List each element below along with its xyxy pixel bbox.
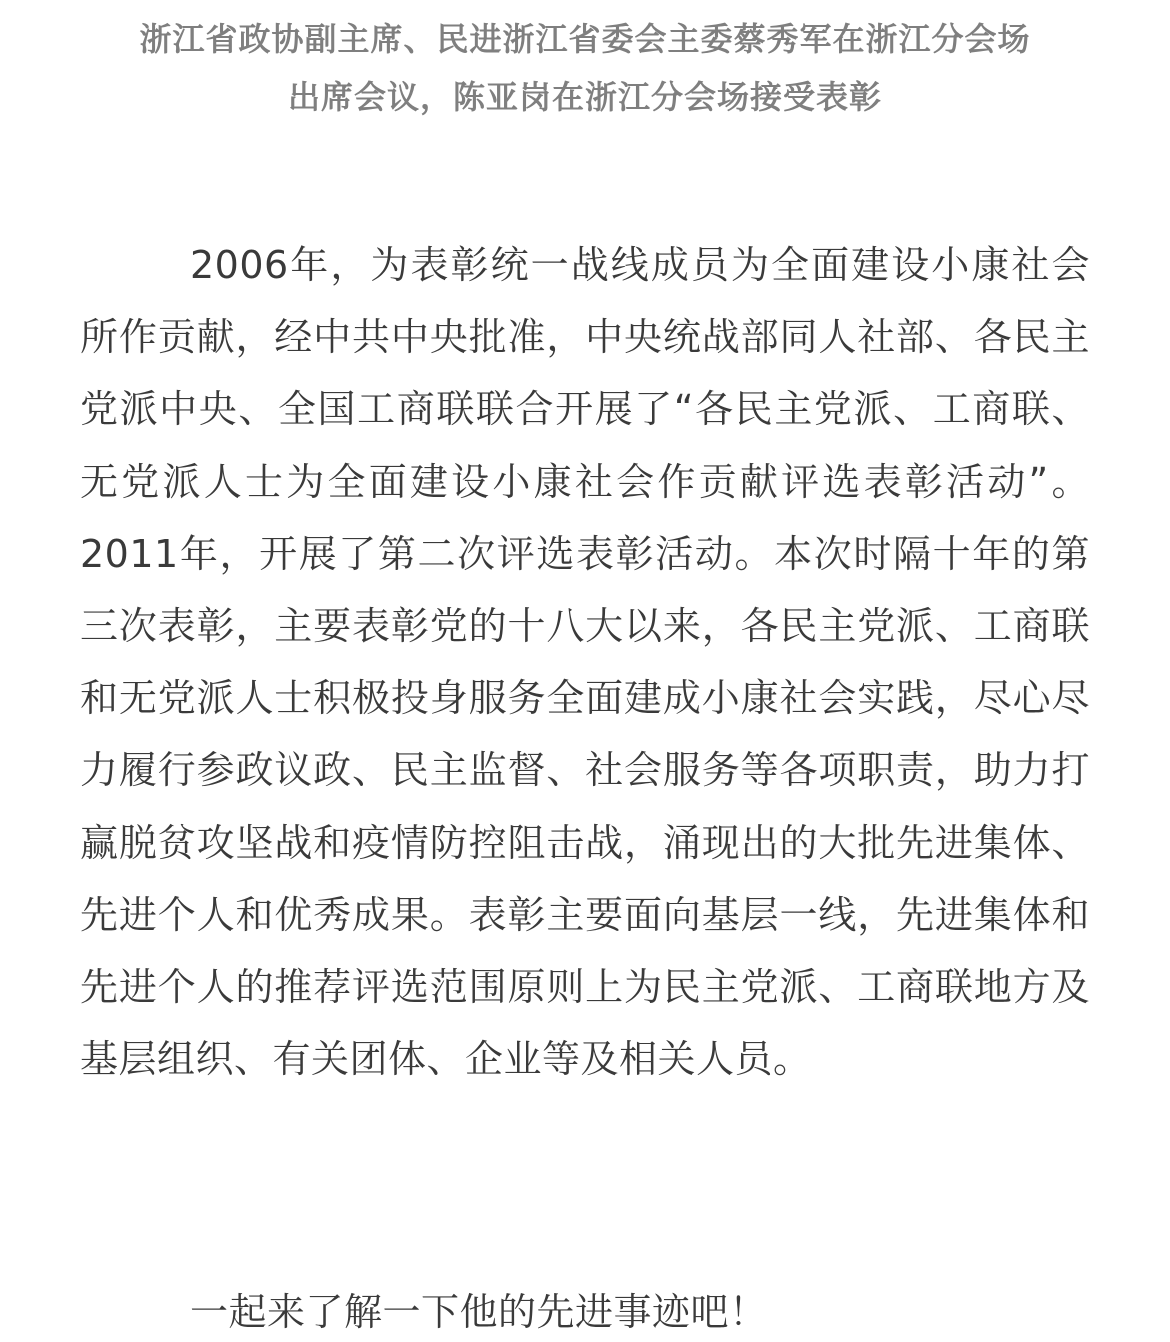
caption-line-2: 出席会议，陈亚岗在浙江分会场接受表彰 bbox=[287, 78, 882, 116]
caption-line-1: 浙江省政协副主席、民进浙江省委会主委蔡秀军在浙江分会场 bbox=[139, 20, 1031, 58]
photo-caption bbox=[40, 10, 1130, 126]
article-paragraph: 2006年，为表彰统一战线成员为全面建设小康社会所作贡献，经中共中央批准，中央统战部同人社部、各民主党派中央、全国工商联联合开展了“各民主党派、工商联、无党派人士为全面建设小康社会作贡献评选表彰活动”。2011年，开展了第二次评选表彰活动。本次时隔十年的第三次表彰，主要表彰党的十八大以来，各民主党派、工商联和无党派人士积极投身服务全面建成小康社会实践，尽心尽力履行参政议政、民主监督、社会服务等各项职责，助力打赢脱贫攻坚战和疫情防控阻击战，涌现出的大批先进集体、先进个人和优秀成果。表彰主要面向基层一线，先进集体和先进个人的推荐评选范围原则上为民主党派、工商联地方及基层组织、有关团体、企业等及相关人员。 bbox=[80, 243, 1090, 1082]
closing-line: 一起来了解一下他的先进事迹吧！ bbox=[190, 1290, 768, 1334]
